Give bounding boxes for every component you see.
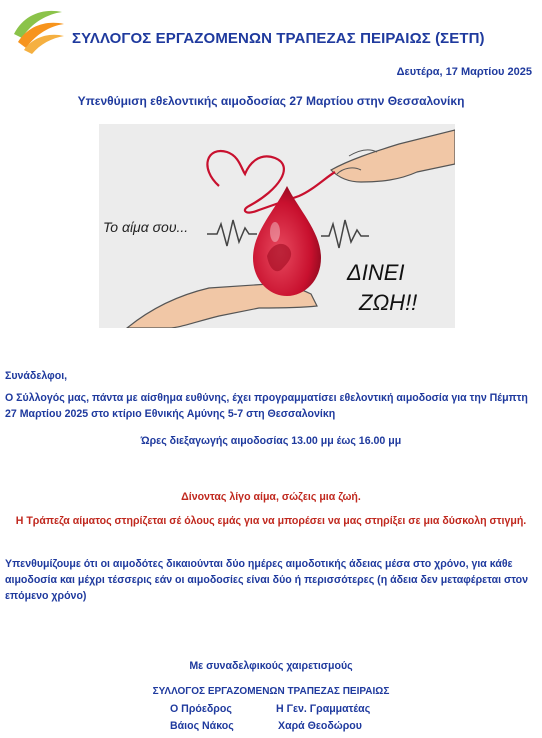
signature-org: ΣΥΛΛΟΓΟΣ ΕΡΓΑΖΟΜΕΝΩΝ ΤΡΑΠΕΖΑΣ ΠΕΙΡΑΙΩΣ [152, 686, 390, 697]
banner-text-left: Το αίμα σου... [103, 219, 189, 235]
heartbeat-left-icon [207, 220, 257, 246]
setp-logo-icon [10, 4, 66, 56]
blood-drop-icon [253, 186, 321, 296]
greeting: Συνάδελφοι, [5, 370, 68, 382]
secretary-title: Η Γεν. Γραμματέας [276, 703, 371, 715]
upper-hand-icon [331, 130, 455, 182]
banner-text-right-2: ΖΩΗ!! [359, 290, 418, 315]
org-title: ΣΥΛΛΟΓΟΣ ΕΡΓΑΖΟΜΕΝΩΝ ΤΡΑΠΕΖΑΣ ΠΕΙΡΑΙΩΣ (ΣΕΤΠ) [72, 30, 485, 47]
heart-tube-icon [207, 151, 335, 213]
president-title: Ο Πρόεδρος [170, 703, 232, 715]
president-name: Βάιος Νάκος [170, 720, 234, 732]
paragraph-1: Ο Σύλλογός μας, πάντα με αίσθημα ευθύνης, έχει προγραμματίσει εθελοντική αιμοδοσία για την Πέμπτη 27 Μαρτίου 2025 στο κτίριο Εθνικής Αμύνης 5-7 στη Θεσσαλονίκη [5, 392, 528, 420]
blood-donation-banner [99, 124, 455, 328]
banner-text-right-1: ΔΙΝΕΙ [347, 260, 405, 285]
closing-salutation: Με συναδελφικούς χαιρετισμούς [189, 660, 353, 672]
paragraph-2: Υπενθυμίζουμε ότι οι αιμοδότες δικαιούνται δύο ημέρες αιμοδοτικής άδειας μέσα στο χρόνο, για κάθε αιμοδοσία και μέχρι τέσσερις εάν οι αιμοδοσίες είναι δύο ή περισσότερες (η άδεια δεν μεταφέρεται στον επόμενο χρόνο) [5, 558, 529, 602]
red-highlight-2: Η Τράπεζα αίματος στηρίζεται σέ όλους εμάς για να μπορέσει να μας στηρίξει σε μια δύσκολη στιγμή. [15, 515, 527, 527]
document-date: Δευτέρα, 17 Μαρτίου 2025 [396, 66, 532, 78]
heartbeat-right-icon [321, 220, 369, 248]
hours-line: Ώρες διεξαγωγής αιμοδοσίας 13.00 μμ έως 16.00 μμ [140, 435, 402, 447]
subject-line: Υπενθύμιση εθελοντικής αιμοδοσίας 27 Μαρτίου στην Θεσσαλονίκη [77, 94, 465, 108]
red-highlight-1: Δίνοντας λίγο αίμα, σώζεις μια ζωή. [181, 491, 361, 503]
secretary-name: Χαρά Θεοδώρου [278, 720, 362, 732]
